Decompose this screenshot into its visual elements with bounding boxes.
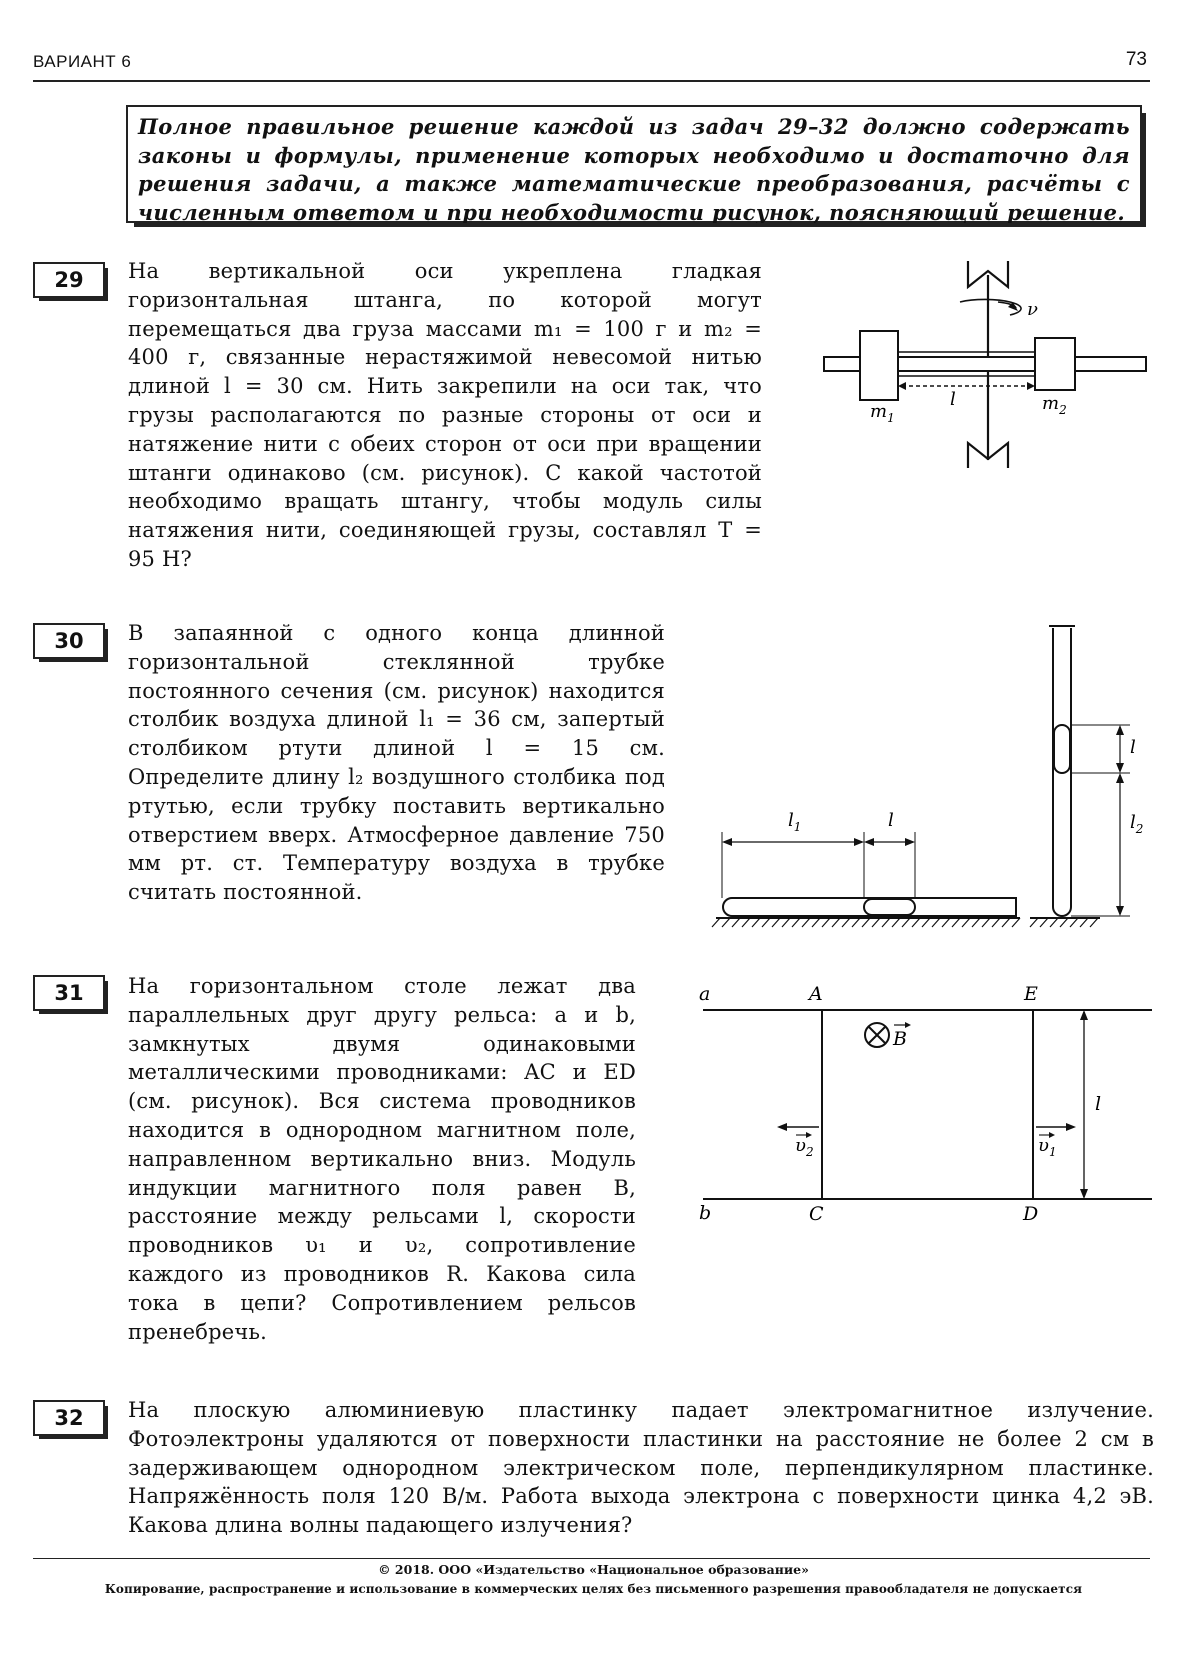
label-E: E — [1024, 983, 1038, 1005]
task-number-32: 32 — [33, 1400, 105, 1436]
instructions-notice: Полное правильное решение каждой из задач 29–32 должно содержать законы и формулы, применение которых необходимо и достаточно для решения задачи, а также математические преобразования, расчёты с численным ответом и при необходимости рисунок, поясняющий решение. — [126, 105, 1142, 223]
label-rail-distance: l — [1095, 1093, 1102, 1115]
label-C: C — [809, 1203, 824, 1225]
label-v2: $\upsilon_2$ — [795, 1135, 814, 1159]
figure-rails — [695, 975, 1155, 1235]
task-30-text: В запаянной с одного конца длинной горизонтальной стеклянной трубке постоянного сечения (см. рисунок) находится столбик воздуха длиной l₁ = 36 см, запертый столбиком ртути длиной l = 15 см. Определите длину l₂ воздушного столбика под ртутью, если трубку поставить вертикально отверстием вверх. Атмосферное давление 750 мм рт. ст. Температуру воздуха в трубке считать постоянной. — [128, 621, 665, 905]
figure-glass-tube — [710, 620, 1150, 930]
mass-m2-label: $m_2$ — [1042, 393, 1067, 417]
label-l-vertical: l — [1130, 737, 1136, 758]
label-D: D — [1023, 1203, 1039, 1225]
header-rule — [33, 80, 1150, 82]
label-B: B — [893, 1028, 907, 1050]
mercury-vertical — [1054, 725, 1070, 773]
mass-m1 — [860, 331, 898, 400]
label-l1: $l_1$ — [788, 810, 802, 834]
footer-notice: Копирование, распространение и использование в коммерческих целях без письменного разрешения правообладателя не допускается — [104, 1582, 1083, 1596]
label-v1: $\upsilon_1$ — [1038, 1135, 1057, 1159]
page-number: 73 — [1125, 49, 1147, 70]
label-l2: $l_2$ — [1130, 812, 1144, 836]
rotation-frequency-label: ν — [1027, 299, 1038, 320]
mass-m2 — [1035, 338, 1075, 390]
footer-copyright: © 2018. ООО «Издательство «Национальное образование» — [378, 1562, 809, 1577]
label-rail-a: a — [699, 983, 711, 1005]
task-number-31: 31 — [33, 975, 105, 1011]
task-32-text: На плоскую алюминиевую пластинку падает электромагнитное излучение. Фотоэлектроны удаляются от поверхности пластинки на расстояние не более 2 см в задерживающем однородном электрическом поле, перпендикулярном пластинке. Напряжённость поля 120 В/м. Работа выхода электрона с поверхности цинка 4,2 эВ. Какова длина волны падающего излучения? — [128, 1398, 1154, 1538]
task-29-text: На вертикальной оси укреплена гладкая горизонтальная штанга, по которой могут перемещаться два груза массами m₁ = 100 г и m₂ = 400 г, связанные нерастяжимой невесомой нитью длиной l = 30 см. Нить закрепили на оси так, что грузы располагаются по разные стороны от оси и натяжение нити с обеих сторон от оси при вращении штанги одинаково (см. рисунок). С какой частотой необходимо вращать штангу, чтобы модуль силы натяжения нити, соединяющей грузы, составлял T = 95 Н? — [128, 259, 762, 571]
label-A: A — [809, 983, 823, 1005]
footer-rule — [33, 1558, 1150, 1559]
task-31-text: На горизонтальном столе лежат два параллельных друг другу рельса: a и b, замкнутых двумя одинаковыми металлическими проводниками: AC и ED (см. рисунок). Вся система проводников находится в однородном магнитном поле, направленном вертикально вниз. Модуль индукции магнитного поля равен B, расстояние между рельсами l, скорости проводников υ₁ и υ₂, сопротивление каждого из проводников R. Какова сила тока в цепи? Сопротивлением рельсов пренебречь. — [128, 974, 636, 1344]
variant-label: ВАРИАНТ 6 — [33, 52, 132, 71]
mass-m1-label: $m_1$ — [870, 401, 895, 425]
label-l-horizontal: l — [888, 810, 894, 831]
label-rail-b: b — [699, 1202, 712, 1224]
task-number-29: 29 — [33, 262, 105, 298]
figure-rotating-rod — [820, 255, 1150, 470]
thread-length-label: l — [950, 389, 956, 410]
task-number-30: 30 — [33, 623, 105, 659]
mercury-horizontal — [864, 899, 915, 915]
